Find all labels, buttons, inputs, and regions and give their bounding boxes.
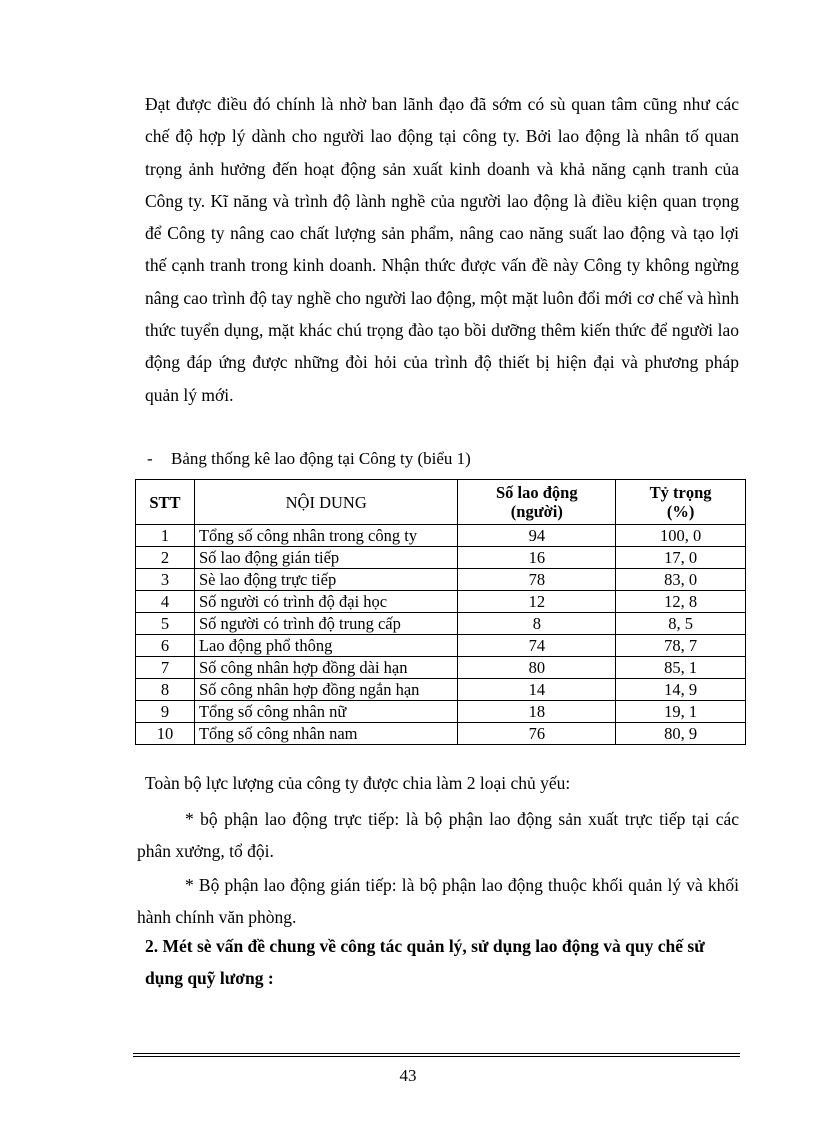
- table-row: [136, 679, 746, 701]
- header-ratio-line2: (%): [666, 502, 695, 521]
- table-row: [136, 591, 746, 613]
- table-row: [136, 635, 746, 657]
- table-caption: [147, 448, 471, 470]
- row-count: 18: [458, 701, 616, 723]
- row-stt: 2: [136, 547, 195, 569]
- page-number: 43: [399, 1066, 417, 1085]
- row-content: Lao động phổ thông: [194, 635, 457, 657]
- row-content: Tổng số công nhân trong công ty: [194, 525, 457, 547]
- row-stt: 9: [136, 701, 195, 723]
- caption-dash: -: [147, 449, 153, 468]
- header-stt: STT: [136, 480, 195, 525]
- row-stt: 3: [136, 569, 195, 591]
- row-ratio: 83, 0: [616, 569, 746, 591]
- table-row: [136, 657, 746, 679]
- labor-statistics-table: [135, 479, 746, 745]
- row-content: Số công nhân hợp đồng ngắn hạn: [194, 679, 457, 701]
- row-stt: 7: [136, 657, 195, 679]
- row-content: Số lao động gián tiếp: [194, 547, 457, 569]
- row-ratio: 14, 9: [616, 679, 746, 701]
- direct-labor-bullet: * bộ phận lao động trực tiếp: là bộ phận lao động sản xuất trực tiếp tại các phân xưởng, tổ đội.: [137, 809, 739, 861]
- row-content: Tổng số công nhân nam: [194, 723, 457, 745]
- row-ratio: 12, 8: [616, 591, 746, 613]
- row-count: 80: [458, 657, 616, 679]
- row-count: 8: [458, 613, 616, 635]
- table-row: [136, 525, 746, 547]
- row-ratio: 100, 0: [616, 525, 746, 547]
- row-stt: 6: [136, 635, 195, 657]
- row-content: Số công nhân hợp đồng dài hạn: [194, 657, 457, 679]
- row-count: 76: [458, 723, 616, 745]
- row-stt: 4: [136, 591, 195, 613]
- row-ratio: 80, 9: [616, 723, 746, 745]
- row-content: Số người có trình độ trung cấp: [194, 613, 457, 635]
- row-ratio: 19, 1: [616, 701, 746, 723]
- indirect-labor-bullet: * Bộ phận lao động gián tiếp: là bộ phận lao động thuộc khối quản lý và khối hành chính văn phòng.: [137, 875, 739, 927]
- header-count-line1: Số lao động: [496, 483, 578, 502]
- header-ratio-line1: Tỷ trọng: [649, 483, 712, 502]
- table-row: [136, 701, 746, 723]
- row-stt: 10: [136, 723, 195, 745]
- header-count-line2: (người): [510, 502, 563, 521]
- row-content: Sè lao động trực tiếp: [194, 569, 457, 591]
- table-header-row: [136, 480, 746, 525]
- row-content: Tổng số công nhân nữ: [194, 701, 457, 723]
- row-stt: 5: [136, 613, 195, 635]
- footer-double-rule: [133, 1053, 740, 1057]
- row-content: Số người có trình độ đại học: [194, 591, 457, 613]
- row-ratio: 17, 0: [616, 547, 746, 569]
- row-ratio: 78, 7: [616, 635, 746, 657]
- row-count: 78: [458, 569, 616, 591]
- row-stt: 8: [136, 679, 195, 701]
- row-count: 12: [458, 591, 616, 613]
- workforce-summary: Toàn bộ lực lượng của công ty được chia làm 2 loại chủ yếu:: [145, 773, 571, 793]
- intro-paragraph: Đạt được điều đó chính là nhờ ban lãnh đạo đã sớm có sù quan tâm cũng như các chế độ hợp lý dành cho người lao động tại công ty. Bởi lao động là nhân tố quan trọng ảnh hưởng đến hoạt động sản xuất kinh doanh và khả năng cạnh tranh của Công ty. Kĩ năng và trình độ lành nghề của người lao động là điều kiện quan trọng để Công ty nâng cao chất lượng sản phẩm, nâng cao năng suất lao động và tạo lợi thế cạnh tranh trong kinh doanh. Nhận thức được vấn đề này Công ty không ngừng nâng cao trình độ tay nghề cho người lao động, một mặt luôn đổi mới cơ chế và hình thức tuyển dụng, mặt khác chú trọng đào tạo bồi dưỡng thêm kiến thức để người lao động đáp ứng được những đòi hỏi của trình độ thiết bị hiện đại và phương pháp quản lý mới.: [145, 94, 739, 405]
- caption-text: Bảng thống kê lao động tại Công ty (biểu 1): [171, 449, 471, 468]
- row-count: 14: [458, 679, 616, 701]
- header-content: NỘI DUNG: [194, 480, 457, 525]
- row-count: 94: [458, 525, 616, 547]
- row-ratio: 85, 1: [616, 657, 746, 679]
- table-row: [136, 569, 746, 591]
- table-row: [136, 613, 746, 635]
- row-count: 16: [458, 547, 616, 569]
- row-ratio: 8, 5: [616, 613, 746, 635]
- row-count: 74: [458, 635, 616, 657]
- row-stt: 1: [136, 525, 195, 547]
- header-ratio: [616, 480, 746, 525]
- table-row: [136, 723, 746, 745]
- table-body: [136, 525, 746, 745]
- header-count: [458, 480, 616, 525]
- section-heading: 2. Mét sè vấn đề chung về công tác quản lý, sử dụng lao động và quy chế sử dụng quỹ lương :: [145, 936, 705, 988]
- table-row: [136, 547, 746, 569]
